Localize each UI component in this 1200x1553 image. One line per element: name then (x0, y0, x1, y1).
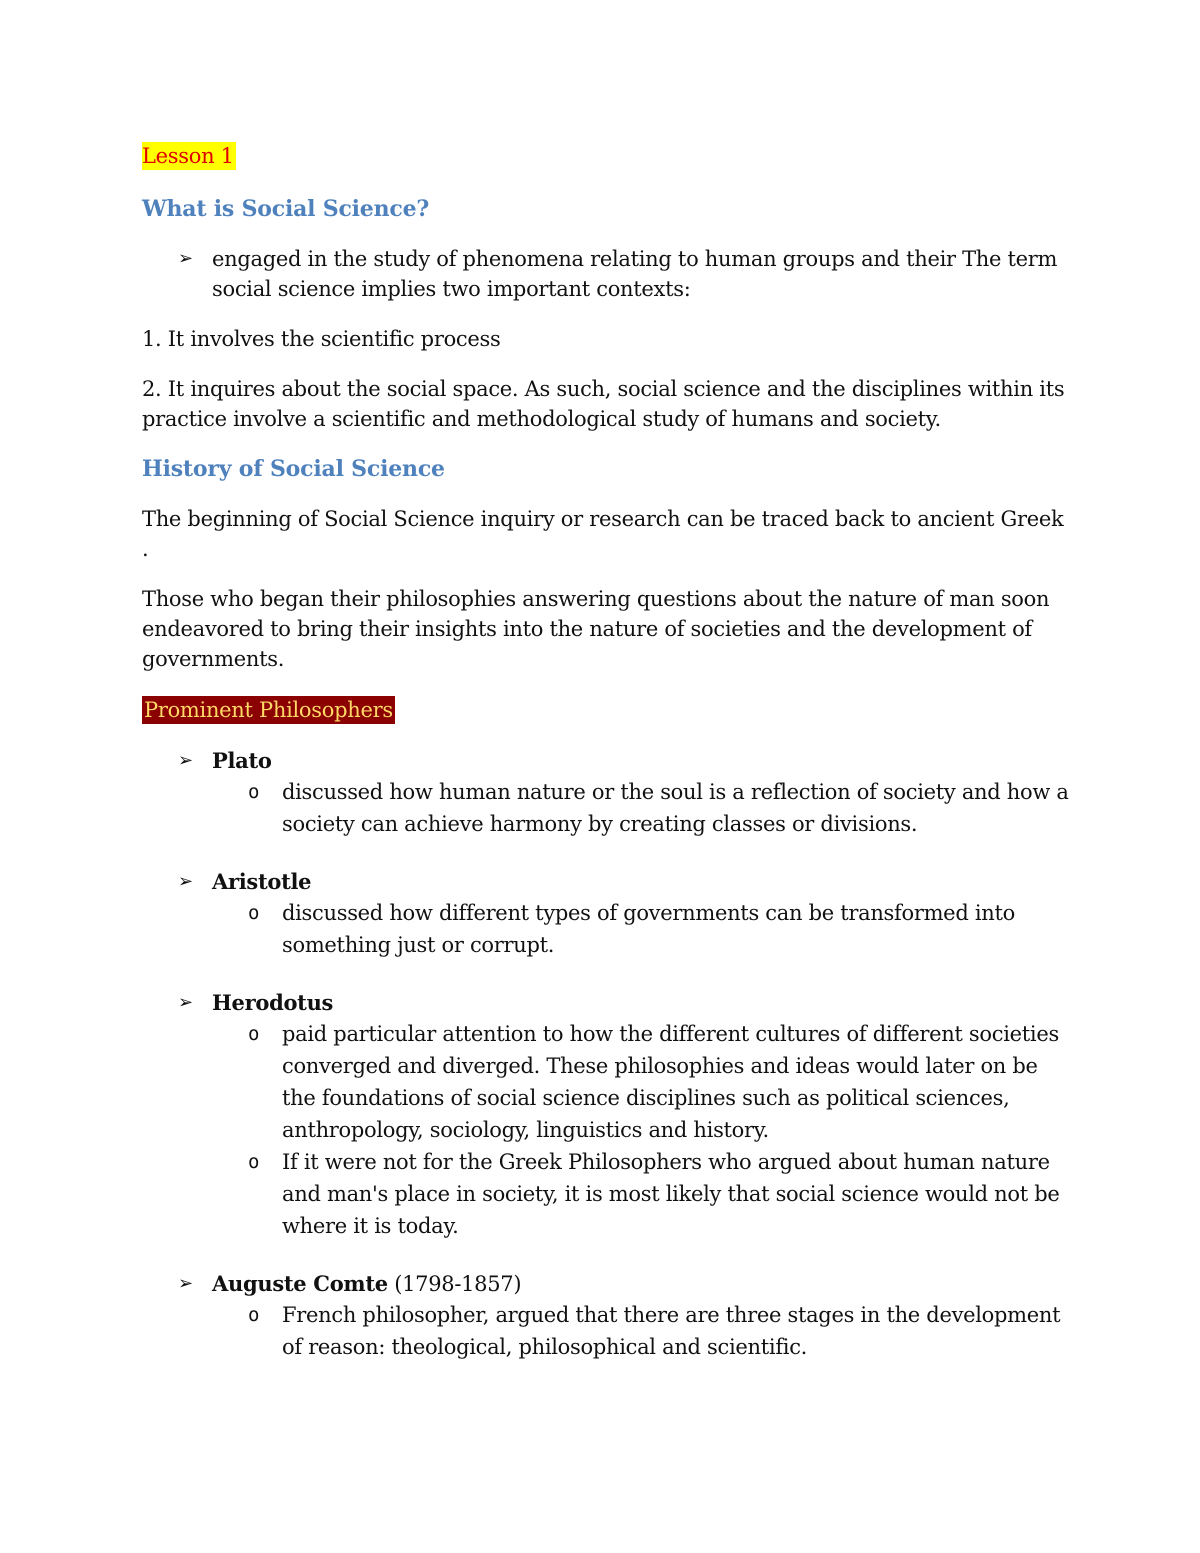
arrow-bullet-icon: ➢ (178, 248, 194, 269)
philosopher-name: Plato (212, 748, 272, 773)
note-text: discussed how human nature or the soul is a reflection of society and how a society can achieve harmony by creating classes or divisions. (282, 780, 1069, 836)
history-paragraph-1: The beginning of Social Science inquiry or research can be traced back to ancient Greek . (142, 507, 1064, 561)
note-text: If it were not for the Greek Philosophers who argued about human nature and man's place in society, it is most likely that social science would not be where it is today. (282, 1150, 1060, 1238)
philosopher-name: Auguste Comte (212, 1271, 388, 1296)
arrow-bullet-icon: ➢ (178, 992, 194, 1013)
circle-bullet-icon: o (248, 781, 260, 803)
philosopher-name: Aristotle (212, 869, 312, 894)
heading-what-is-social-science: What is Social Science? (142, 196, 430, 222)
circle-bullet-icon: o (248, 1023, 260, 1045)
philosopher-dates: (1798-1857) (387, 1272, 522, 1296)
history-paragraph-2: Those who began their philosophies answering questions about the nature of man soon endeavored to bring their insights into the nature of societies and the development of governments. (142, 587, 1050, 671)
philosopher-comte (142, 1269, 1072, 1299)
heading-history-of-social-science: History of Social Science (142, 456, 445, 482)
note-text: discussed how different types of governments can be transformed into something just or corrupt. (282, 901, 1015, 957)
prominent-philosophers-label: Prominent Philosophers (144, 698, 393, 722)
philosopher-aristotle (142, 867, 1072, 897)
context-point-2: 2. It inquires about the social space. As such, social science and the disciplines within its practice involve a scientific and methodological study of humans and society. (142, 377, 1065, 431)
comte-note-1 (142, 1299, 1072, 1363)
lesson-label: Lesson 1 (142, 144, 234, 168)
circle-bullet-icon: o (248, 902, 260, 924)
arrow-bullet-icon: ➢ (178, 871, 194, 892)
note-text: paid particular attention to how the different cultures of different societies converged and diverged. These philosophies and ideas would later on be the foundations of social science disciplines such as political sciences, anthropology, sociology, linguistics and history. (282, 1022, 1059, 1142)
circle-bullet-icon: o (248, 1304, 260, 1326)
arrow-bullet-icon: ➢ (178, 750, 194, 771)
circle-bullet-icon: o (248, 1151, 260, 1173)
philosopher-plato (142, 746, 1072, 776)
note-text: French philosopher, argued that there are three stages in the development of reason: theological, philosophical and scientific. (282, 1303, 1061, 1359)
herodotus-note-2 (142, 1146, 1072, 1242)
philosopher-herodotus (142, 988, 1072, 1018)
arrow-bullet-icon: ➢ (178, 1273, 194, 1294)
aristotle-note-1 (142, 897, 1072, 961)
herodotus-note-1 (142, 1018, 1072, 1146)
definition-text: engaged in the study of phenomena relating to human groups and their The term social science implies two important contexts: (212, 247, 1058, 301)
context-point-1: 1. It involves the scientific process (142, 327, 501, 351)
plato-note-1 (142, 776, 1072, 840)
document-page (142, 138, 1072, 1363)
bullet-definition (142, 244, 1072, 304)
philosopher-name: Herodotus (212, 990, 334, 1015)
